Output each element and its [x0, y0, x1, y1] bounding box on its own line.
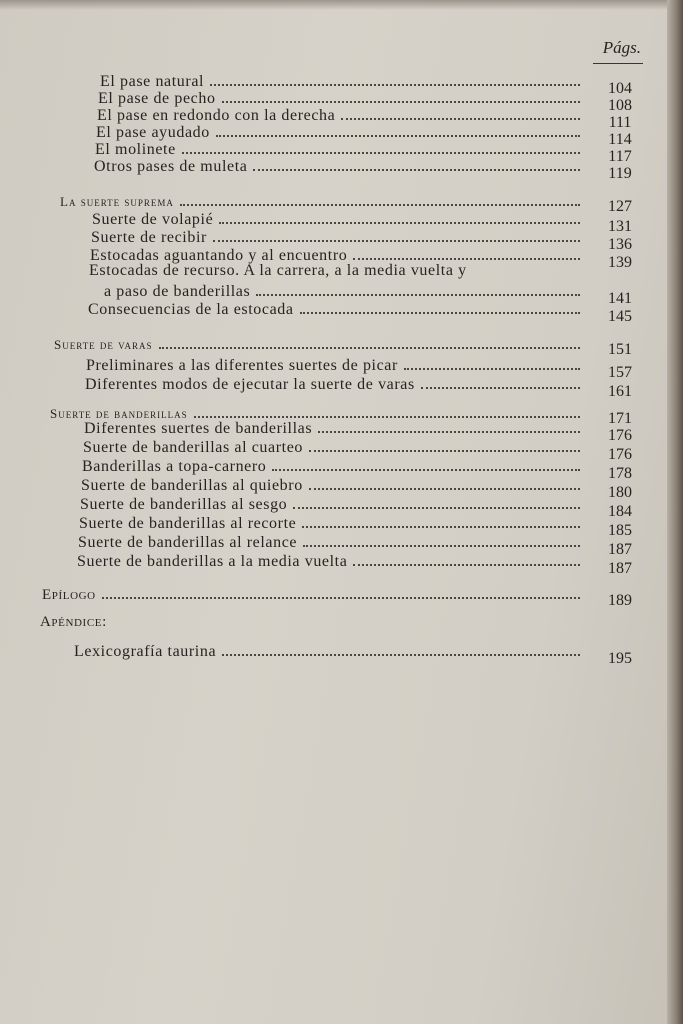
toc-section-title: La suerte suprema [60, 194, 174, 209]
leader-dots [309, 474, 580, 490]
toc-entry [85, 373, 586, 391]
toc-entry-title: El pase ayudado [96, 124, 210, 141]
toc-entry [94, 155, 586, 173]
toc-entry [104, 280, 586, 298]
toc-entry-page: 161 [608, 383, 632, 400]
leader-dots [293, 493, 580, 509]
toc-entry-title: Consecuencias de la estocada [88, 301, 294, 318]
leader-dots [421, 373, 580, 389]
leader-dots [309, 436, 580, 452]
toc-entry [88, 298, 586, 316]
toc-entry-title: Suerte de banderillas a la media vuelta [77, 553, 348, 570]
toc-entry-title: Estocadas aguantando y al encuentro [90, 247, 348, 264]
toc-entry [81, 474, 586, 492]
toc-entry-title: Suerte de banderillas al cuarteo [83, 439, 303, 456]
toc-entry-page: 151 [608, 341, 632, 358]
toc-entry-page: 189 [608, 592, 632, 609]
toc-entry-title: Diferentes modos de ejecutar la suerte de varas [85, 376, 415, 393]
leader-dots [180, 190, 580, 206]
leader-dots [353, 244, 580, 260]
toc-entry-page: 114 [608, 131, 632, 148]
toc-entry-page: 180 [608, 484, 632, 501]
toc-entry-title: Banderillas a topa-carnero [82, 458, 267, 475]
toc-entry-title: Suerte de banderillas al sesgo [80, 496, 288, 513]
toc-entry-page: 108 [608, 97, 632, 114]
toc-entry-page: 187 [608, 541, 632, 558]
leader-dots [182, 138, 580, 154]
toc-entry-title: Estocadas de recurso. A la carrera, a la media vuelta y [89, 262, 467, 279]
toc-entry-title: Suerte de recibir [91, 229, 207, 246]
toc-entry-page: 127 [608, 198, 632, 215]
leader-dots [194, 402, 580, 418]
toc-entry-page: 157 [608, 364, 632, 381]
toc-section-title: Apéndice: [40, 614, 107, 630]
leader-dots [222, 87, 580, 103]
toc-entry-title: Suerte de banderillas al quiebro [81, 477, 303, 494]
toc-entry-page: 136 [608, 236, 632, 253]
toc-entry [80, 493, 586, 511]
leader-dots [302, 512, 580, 528]
toc-entry [82, 455, 586, 473]
toc-entry [79, 512, 586, 530]
toc-entry [96, 121, 586, 139]
leader-dots [341, 104, 580, 120]
toc-section [54, 333, 586, 351]
leader-dots [219, 208, 580, 224]
toc-entry-page: 131 [608, 218, 632, 235]
toc-section-title: Epílogo [42, 587, 96, 603]
toc-entry-page: 145 [608, 308, 632, 325]
toc-entry-title: Suerte de volapié [92, 211, 214, 228]
leader-dots [213, 226, 580, 242]
leader-dots [159, 333, 580, 349]
toc-entry-title: El pase natural [100, 73, 205, 90]
toc-entry-title-continuation: a paso de banderillas [104, 283, 251, 300]
toc-section-title: Suerte de varas [54, 337, 153, 352]
leader-dots [318, 417, 580, 433]
toc-entry [78, 531, 586, 549]
toc-entry-page: 171 [608, 410, 632, 427]
toc-entry [74, 640, 586, 658]
toc-entry-page: 176 [608, 427, 632, 444]
toc-entry-page: 187 [608, 560, 632, 577]
leader-dots [353, 550, 580, 566]
toc-entry [90, 244, 586, 262]
toc-entry-title: Suerte de banderillas al relance [78, 534, 298, 551]
toc-entry-title: El molinete [95, 141, 176, 158]
leader-dots [303, 531, 580, 547]
leader-dots [300, 298, 580, 314]
toc-entry-page: 184 [608, 503, 632, 520]
toc-entry-page: 176 [608, 446, 632, 463]
toc-entry-page: 117 [608, 148, 632, 165]
toc-section-title: Suerte de banderillas [50, 406, 188, 421]
toc-entry [100, 70, 586, 88]
toc-entry-title: Suerte de banderillas al recorte [79, 515, 297, 532]
toc-entry-title: Preliminares a las diferentes suertes de picar [86, 357, 398, 374]
toc-entry-page: 111 [608, 114, 632, 131]
toc-entry [97, 104, 586, 122]
toc-entry [98, 87, 586, 105]
pages-column-header: Págs. [602, 38, 641, 57]
toc-section [42, 583, 586, 601]
toc-entry-page: 178 [608, 465, 632, 482]
toc-entry-page: 104 [608, 80, 632, 97]
leader-dots [253, 155, 580, 171]
toc-entry-page: 141 [608, 290, 632, 307]
toc-entry [84, 417, 586, 435]
toc-entry-title: Diferentes suertes de banderillas [84, 420, 313, 437]
toc-entry [83, 436, 586, 454]
toc-entry [91, 226, 586, 244]
toc-entry-page: 119 [608, 165, 632, 182]
leader-dots [404, 354, 580, 370]
toc-entry-page: 185 [608, 522, 632, 539]
toc-section [40, 614, 240, 632]
toc-entry-title: Lexicografía taurina [74, 643, 217, 660]
leader-dots [210, 70, 580, 86]
toc-section [60, 190, 586, 208]
toc-entry-page: 195 [608, 650, 632, 667]
leader-dots [216, 121, 580, 137]
leader-dots [222, 640, 580, 656]
toc-entry [86, 354, 586, 372]
leader-dots [272, 455, 580, 471]
toc-entry-title: El pase en redondo con la derecha [97, 107, 336, 124]
toc-entry-title: El pase de pecho [98, 90, 216, 107]
leader-dots [102, 583, 580, 599]
toc-entry [95, 138, 586, 156]
toc-entry-page: 139 [608, 254, 632, 271]
toc-entry [77, 550, 586, 568]
leader-dots [256, 280, 580, 296]
toc-entry-title: Otros pases de muleta [94, 158, 248, 175]
toc-entry [92, 208, 586, 226]
